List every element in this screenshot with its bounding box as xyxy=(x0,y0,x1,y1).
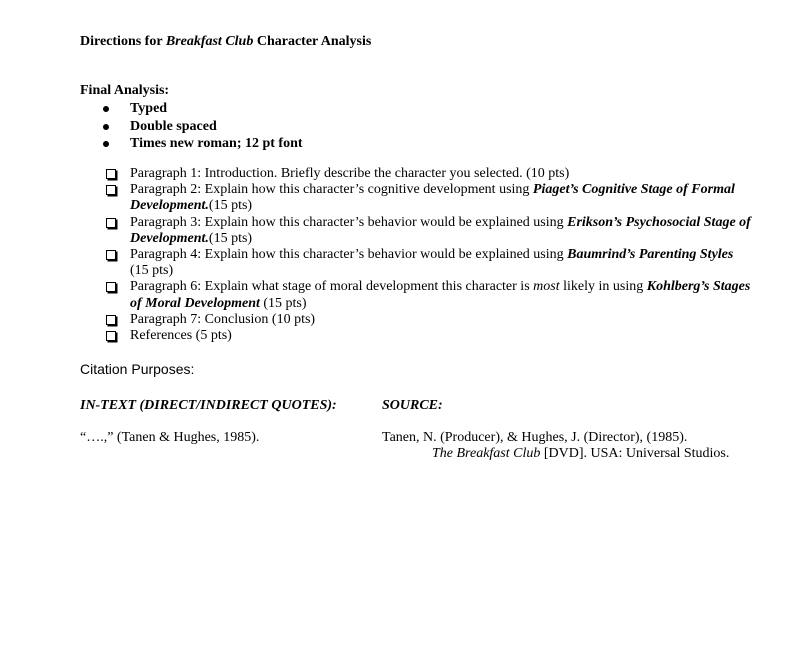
format-requirements-list xyxy=(80,100,303,153)
source-rest: [DVD]. USA: Universal Studios. xyxy=(540,446,730,461)
title-prefix: Directions for xyxy=(80,34,166,49)
source-title: The Breakfast Club xyxy=(432,446,541,461)
checklist-item: Paragraph 2: Explain how this character’s cognitive development using Piaget’s Cognitive Stage of Formal Development.(15 pts) xyxy=(104,182,754,214)
checkbox-icon[interactable] xyxy=(106,185,116,195)
checkbox-icon[interactable] xyxy=(106,250,116,260)
requirement-item: Times new roman; 12 pt font xyxy=(80,135,303,153)
emphasis-erikson: Erikson’s Psychosocial Stage of Development. xyxy=(130,214,751,246)
title-suffix: Character Analysis xyxy=(253,34,372,49)
checkbox-icon[interactable] xyxy=(106,315,116,325)
bullet-icon xyxy=(103,124,109,130)
checklist-item: Paragraph 7: Conclusion (10 pts) xyxy=(104,312,754,328)
emphasis-kohlberg: Kohlberg’s Stages of Moral Development xyxy=(130,279,751,311)
checkbox-icon[interactable] xyxy=(106,331,116,341)
document-title xyxy=(80,34,371,50)
checkbox-icon[interactable] xyxy=(106,282,116,292)
intext-example: “….,” (Tanen & Hughes, 1985). xyxy=(80,430,260,445)
source-line-2 xyxy=(432,446,729,462)
final-analysis-heading: Final Analysis: xyxy=(80,83,170,98)
checkbox-icon[interactable] xyxy=(106,218,116,228)
bullet-icon xyxy=(103,141,109,147)
emphasis-piaget: Piaget’s Cognitive Stage of Formal Development. xyxy=(130,182,735,214)
requirement-item: Double spaced xyxy=(80,118,303,136)
source-heading: SOURCE: xyxy=(382,398,443,413)
checklist-item: Paragraph 6: Explain what stage of moral development this character is most likely in using Kohlberg’s Stages of Moral Development (15 pts) xyxy=(104,279,754,311)
title-film: Breakfast Club xyxy=(165,34,254,49)
paragraph-checklist xyxy=(104,166,754,344)
bullet-icon xyxy=(103,106,109,112)
emphasis-baumrind: Baumrind’s Parenting Styles xyxy=(567,247,734,263)
checklist-item: Paragraph 4: Explain how this character’s behavior would be explained using Baumrind’s Parenting Styles (15 pts) xyxy=(104,247,754,279)
citation-heading: Citation Purposes: xyxy=(80,361,195,377)
checklist-item: Paragraph 1: Introduction. Briefly describe the character you selected. (10 pts) xyxy=(104,166,754,182)
checklist-item: References (5 pts) xyxy=(104,328,754,344)
checkbox-icon[interactable] xyxy=(106,169,116,179)
source-line-1: Tanen, N. (Producer), & Hughes, J. (Director), (1985). xyxy=(382,430,688,445)
intext-heading: IN-TEXT (DIRECT/INDIRECT QUOTES): xyxy=(80,398,337,413)
requirement-item: Typed xyxy=(80,100,303,118)
emphasis-most: most xyxy=(533,279,560,295)
checklist-item: Paragraph 3: Explain how this character’s behavior would be explained using Erikson’s Psychosocial Stage of Development.(15 pts) xyxy=(104,215,754,247)
